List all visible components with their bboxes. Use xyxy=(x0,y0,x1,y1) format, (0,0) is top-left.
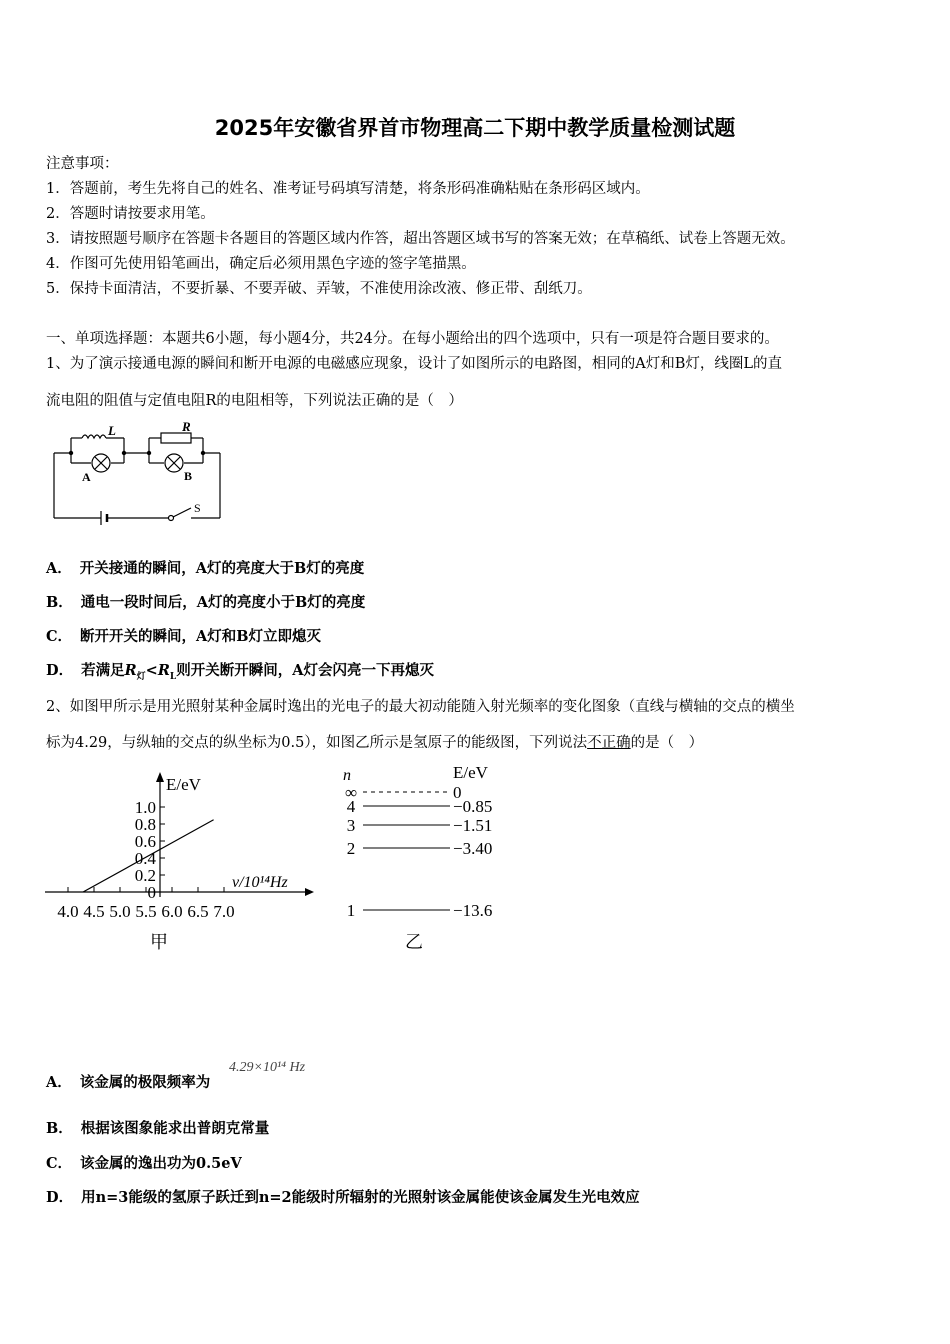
label-L: L xyxy=(108,423,116,438)
q2-option-b: B． 根据该图象能求出普朗克常量 xyxy=(46,1120,270,1137)
level-energy-label: −13.6 xyxy=(453,901,493,920)
level-energy-label: −1.51 xyxy=(453,816,493,835)
q2-stem-line1: 2、如图甲所示是用光照射某种金属时逸出的光电子的最大初动能随入射光频率的变化图象（直线与横轴的交点的横坐 xyxy=(46,699,795,715)
level-n-label: ∞ xyxy=(344,783,358,802)
level-n-label: 4 xyxy=(346,797,356,816)
e-header: E/eV xyxy=(453,763,488,782)
y-axis-arrow xyxy=(156,772,164,782)
section-heading: 一、单项选择题：本题共6小题，每小题4分，共24分。在每小题给出的四个选项中，只有一项是符合题目要求的。 xyxy=(46,331,779,347)
q1-option-c: C． 断开开关的瞬间，A灯和B灯立即熄灭 xyxy=(46,628,322,645)
x-axis-arrow xyxy=(305,888,314,896)
x-tick-label: 5.0 xyxy=(109,902,131,921)
n-header: n xyxy=(343,767,351,784)
note-item: 4．作图可先使用铅笔画出，确定后必须用黑色字迹的签字笔描黑。 xyxy=(46,256,476,272)
x-tick-label: 6.5 xyxy=(187,902,209,921)
note-item: 2．答题时请按要求用笔。 xyxy=(46,206,215,222)
circuit-diagram xyxy=(46,418,231,528)
label-B: B xyxy=(184,469,193,483)
q2-option-c: C． 该金属的逸出功为0.5eV xyxy=(46,1155,242,1172)
x-tick-label: 7.0 xyxy=(213,902,235,921)
note-item: 5．保持卡面清洁，不要折暴、不要弄破、弄皱，不准使用涂改液、修正带、刮纸刀。 xyxy=(46,281,592,297)
chart-caption: 乙 xyxy=(405,932,423,952)
label-R: R xyxy=(182,419,191,434)
level-n-label: 2 xyxy=(346,839,356,858)
photoelectric-chart xyxy=(40,762,320,957)
y-tick-label: 0.4 xyxy=(134,849,156,868)
y-tick-label: 0.8 xyxy=(134,815,156,834)
note-item: 1．答题前，考生先将自己的姓名、准考证号码填写清楚，将条形码准确粘贴在条形码区域内。 xyxy=(46,181,650,197)
q2-stem-line2: 标为4.29，与纵轴的交点的纵坐标为0.5），如图乙所示是氢原子的能级图，下列说法不正确的是（ ） xyxy=(46,735,704,751)
q1-option-b: B． 通电一段时间后，A灯的亮度小于B灯的亮度 xyxy=(46,594,366,611)
y-tick-label: 1.0 xyxy=(134,798,156,817)
y-axis-label: E/eV xyxy=(166,775,201,794)
q1-stem-line2: 流电阻的阻值与定值电阻R的电阻相等，下列说法正确的是（ ） xyxy=(46,393,463,409)
x-tick-label: 5.5 xyxy=(135,902,157,921)
level-energy-label: −0.85 xyxy=(453,797,493,816)
energy-level-diagram xyxy=(335,762,525,957)
x-tick-label: 6.0 xyxy=(161,902,183,921)
notes-heading: 注意事项： xyxy=(46,156,119,172)
y-tick-label: 0 xyxy=(147,883,156,902)
x-axis-label: ν/10¹⁴Hz xyxy=(232,874,288,891)
y-tick-label: 0.2 xyxy=(134,866,156,885)
level-energy-label: −3.40 xyxy=(453,839,493,858)
x-tick-label: 4.0 xyxy=(57,902,79,921)
q1-option-d: D． 若满足$R_灯<R_L$则开关断开瞬间，A灯会闪亮一下再熄灭 xyxy=(46,662,434,682)
page-title: 2025年安徽省界首市物理高二下期中教学质量检测试题 xyxy=(214,116,736,140)
frequency-formula: 4.29×10¹⁴ Hz xyxy=(229,1060,306,1075)
q2-option-d: D． 用n=3能级的氢原子跃迁到n=2能级时所辐射的光照射该金属能使该金属发生光电效应 xyxy=(46,1189,640,1206)
note-item: 3．请按照题号顺序在答题卡各题目的答题区域内作答，超出答题区域书写的答案无效；在草稿纸、试卷上答题无效。 xyxy=(46,231,795,247)
q1-stem-line1: 1、为了演示接通电源的瞬间和断开电源的电磁感应现象，设计了如图所示的电路图，相同的A灯和B灯，线圈L的直 xyxy=(46,356,782,372)
label-A: A xyxy=(82,470,91,484)
y-tick-label: 0.6 xyxy=(134,832,156,851)
label-S: S xyxy=(194,501,201,515)
level-n-label: 3 xyxy=(346,816,356,835)
q1-option-a: A． 开关接通的瞬间，A灯的亮度大于B灯的亮度 xyxy=(46,560,365,577)
chart-caption: 甲 xyxy=(150,932,168,952)
q2-option-a: A． 该金属的极限频率为 xyxy=(46,1074,211,1091)
x-tick-label: 4.5 xyxy=(83,902,105,921)
level-n-label: 1 xyxy=(346,901,356,920)
level-energy-label: 0 xyxy=(453,783,462,802)
